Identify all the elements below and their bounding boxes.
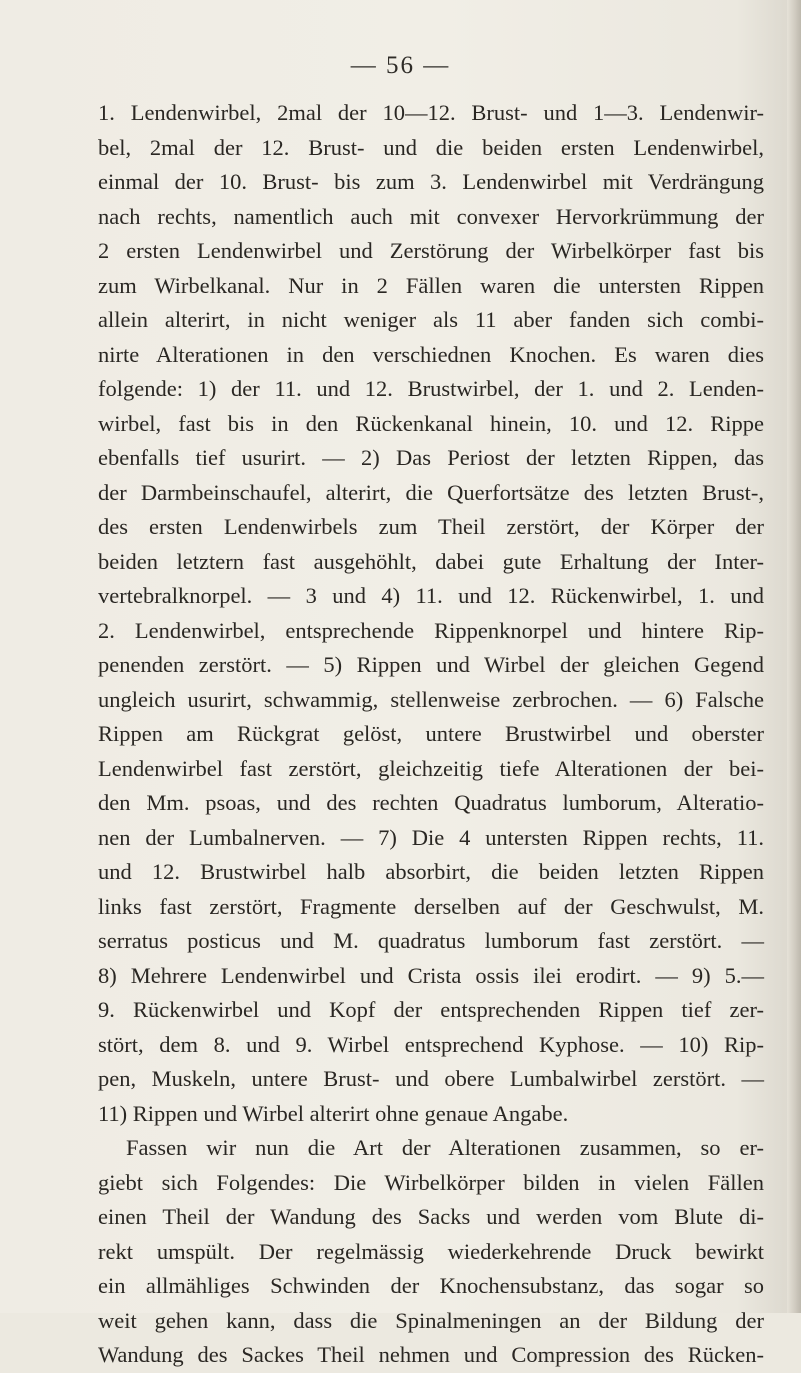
page-edge-shadow bbox=[787, 0, 801, 1313]
text-line: nirte Alterationen in den verschiednen Knochen. Es waren dies bbox=[98, 341, 764, 367]
text-line: der Darmbeinschaufel, alterirt, die Querfortsätze des letzten Brust-, bbox=[98, 479, 764, 505]
text-line: pen, Muskeln, untere Brust- und obere Lumbalwirbel zerstört. — bbox=[98, 1066, 764, 1091]
text-line: ebenfalls tief usurirt. — 2) Das Periost der letzten Rippen, das bbox=[98, 445, 764, 470]
text-line: Lendenwirbel fast zerstört, gleichzeitig tiefe Alterationen der bei- bbox=[98, 755, 764, 781]
text-line: vertebralknorpel. — 3 und 4) 11. und 12. Rückenwirbel, 1. und bbox=[98, 583, 764, 608]
text-line: penenden zerstört. — 5) Rippen und Wirbel der gleichen Gegend bbox=[98, 652, 764, 677]
text-line: folgende: 1) der 11. und 12. Brustwirbel, der 1. und 2. Lenden- bbox=[98, 376, 764, 401]
text-line: 8) Mehrere Lendenwirbel und Crista ossis ilei erodirt. — 9) 5.— bbox=[98, 962, 764, 988]
text-line: Rippen am Rückgrat gelöst, untere Brustwirbel und oberster bbox=[98, 721, 764, 746]
text-line: 2. Lendenwirbel, entsprechende Rippenknorpel und hintere Rip- bbox=[98, 617, 764, 643]
text-line: ein allmähliges Schwinden der Knochensubstanz, das sogar so bbox=[98, 1273, 764, 1298]
text-line: allein alterirt, in nicht weniger als 11 aber fanden sich combi- bbox=[98, 307, 764, 332]
text-line: rekt umspült. Der regelmässig wiederkehrende Druck bewirkt bbox=[98, 1238, 764, 1264]
text-line: 1. Lendenwirbel, 2mal der 10—12. Brust- und 1—3. Lendenwir- bbox=[98, 100, 764, 125]
text-line: 11) Rippen und Wirbel alterirt ohne genaue Angabe. bbox=[98, 1100, 569, 1126]
text-line: 9. Rückenwirbel und Kopf der entsprechenden Rippen tief zer- bbox=[98, 997, 764, 1022]
text-line: den Mm. psoas, und des rechten Quadratus lumborum, Alteratio- bbox=[98, 790, 764, 815]
text-line: stört, dem 8. und 9. Wirbel entsprechend Kyphose. — 10) Rip- bbox=[98, 1031, 764, 1057]
text-line: bel, 2mal der 12. Brust- und die beiden ersten Lendenwirbel, bbox=[98, 134, 764, 160]
text-line: zum Wirbelkanal. Nur in 2 Fällen waren die untersten Rippen bbox=[98, 272, 764, 298]
text-line: wirbel, fast bis in den Rückenkanal hinein, 10. und 12. Rippe bbox=[98, 410, 764, 436]
text-line: des ersten Lendenwirbels zum Theil zerstört, der Körper der bbox=[98, 514, 764, 539]
paragraph bbox=[98, 96, 764, 1131]
text-line: und 12. Brustwirbel halb absorbirt, die beiden letzten Rippen bbox=[98, 859, 764, 884]
text-line: giebt sich Folgendes: Die Wirbelkörper bilden in vielen Fällen bbox=[98, 1169, 764, 1195]
text-line: weit gehen kann, dass die Spinalmeningen an der Bildung der bbox=[98, 1307, 764, 1333]
text-line: nen der Lumbalnerven. — 7) Die 4 untersten Rippen rechts, 11. bbox=[98, 824, 764, 850]
text-line: einen Theil der Wandung des Sacks und werden vom Blute di- bbox=[98, 1204, 764, 1229]
text-line: Wandung des Sackes Theil nehmen und Compression des Rücken- bbox=[98, 1342, 764, 1367]
text-line: einmal der 10. Brust- bis zum 3. Lendenwirbel mit Verdrängung bbox=[98, 169, 764, 194]
body-text bbox=[98, 96, 764, 1373]
text-line: Fassen wir nun die Art der Alterationen zusammen, so er- bbox=[126, 1135, 764, 1160]
text-line: ungleich usurirt, schwammig, stellenweise zerbrochen. — 6) Falsche bbox=[98, 686, 764, 712]
text-line: 2 ersten Lendenwirbel und Zerstörung der Wirbelkörper fast bis bbox=[98, 238, 764, 263]
text-line: serratus posticus und M. quadratus lumborum fast zerstört. — bbox=[98, 928, 764, 953]
text-line: nach rechts, namentlich auch mit convexer Hervorkrümmung der bbox=[98, 203, 764, 229]
text-line: links fast zerstört, Fragmente derselben auf der Geschwulst, M. bbox=[98, 893, 764, 919]
text-line: beiden letztern fast ausgehöhlt, dabei gute Erhaltung der Inter- bbox=[98, 548, 764, 574]
page-number: — 56 — bbox=[350, 52, 451, 79]
paragraph bbox=[98, 1131, 764, 1373]
